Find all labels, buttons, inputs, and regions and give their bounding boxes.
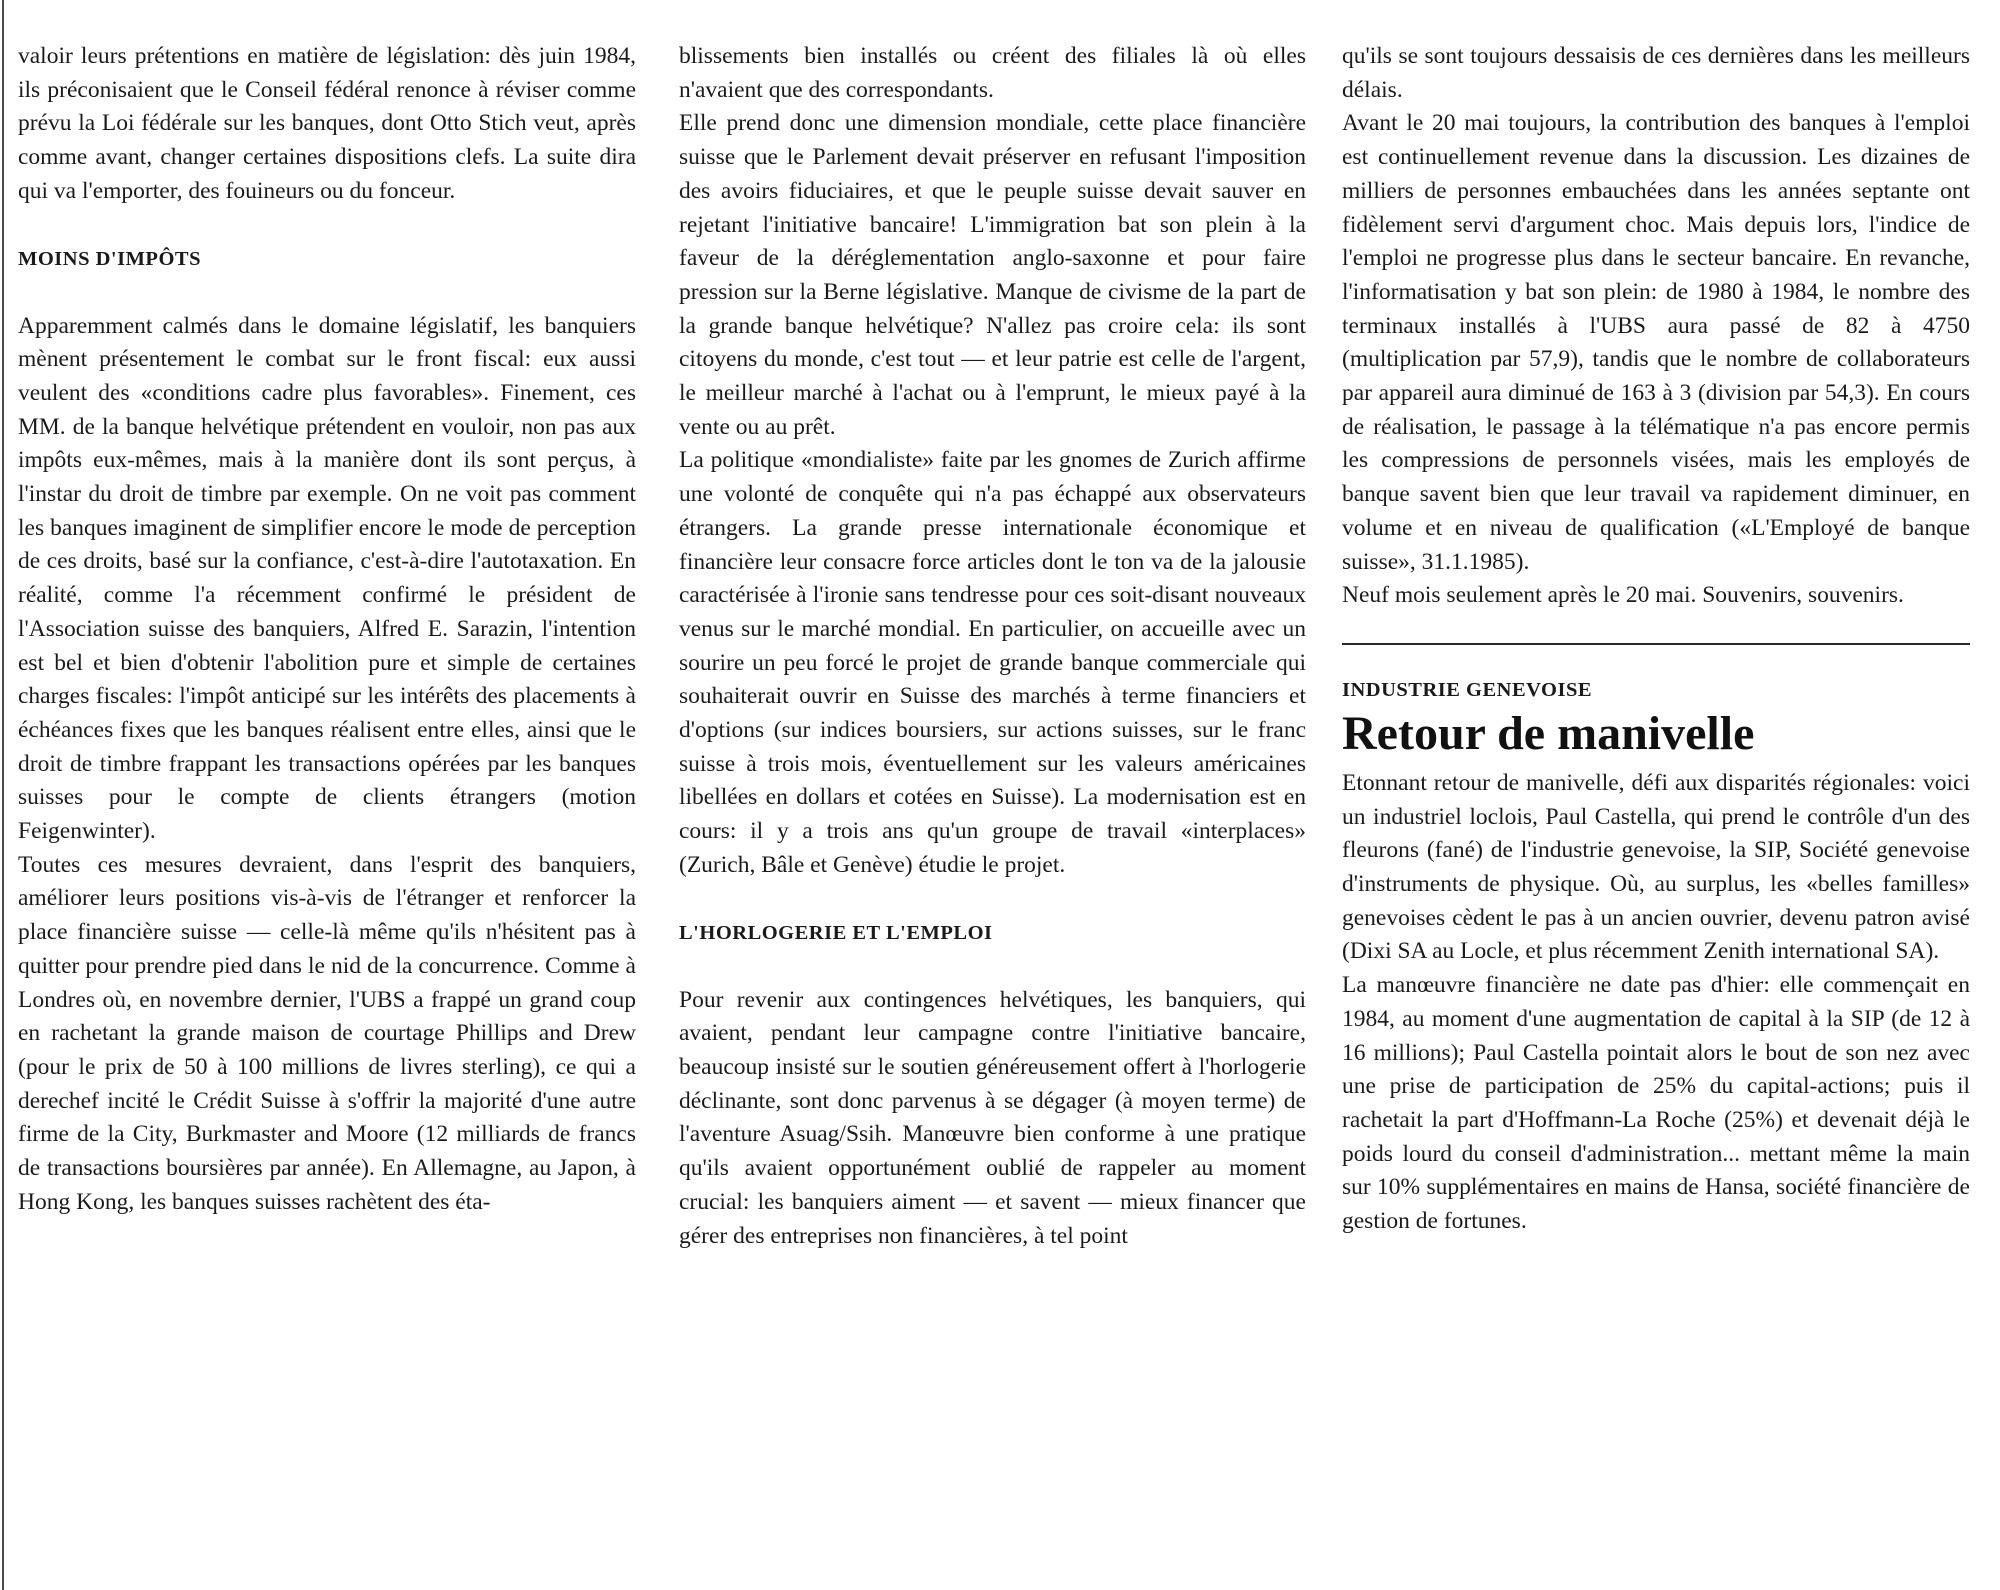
paragraph: valoir leurs prétentions en matière de législation: dès juin 1984, ils préconisaient que le Conseil fédéral renonce à réviser comme prévu la Loi fédérale sur les banques, dont Otto Stich veut, après comme avant, changer certaines dispositions clefs. La suite dira qui va l'emporter, des fouineurs ou du fonceur. — [18, 43, 636, 204]
paragraph: Toutes ces mesures devraient, dans l'esprit des banquiers, améliorer leurs positions vis-à-vis de l'étranger et renforcer la place financière suisse — celle-là même qu'ils n'hésitent pas à quitter pour prendre pied dans le nid de la concurrence. Comme à Londres où, en novembre dernier, l'UBS a frappé un grand coup en rachetant la grande maison de courtage Phillips and Drew (pour le prix de 50 à 100 millions de livres sterling), ce qui a derechef incité le Crédit Suisse à s'offrir la majorité d'une autre firme de la City, Burkmaster and Moore (12 milliards de francs de transactions boursières par année). En Allemagne, au Japon, à Hong Kong, les banques suisses rachètent des éta- — [18, 851, 636, 1215]
paragraph: Neuf mois seulement après le 20 mai. Souvenirs, souvenirs. — [1342, 582, 1904, 609]
section-heading-horlogerie-emploi: L'HORLOGERIE ET L'EMPLOI — [679, 921, 993, 944]
paragraph: qu'ils se sont toujours dessaisis de ces dernières dans les meilleurs délais. — [1342, 43, 1970, 103]
paragraph: Etonnant retour de manivelle, défi aux disparités régionales: voici un industriel loclois, Paul Castella, qui prend le contrôle d'un des fleurons (fané) de l'industrie genevoise, la SIP, Société genevoise d'instruments de physique. Où, au surplus, les «belles familles» genevoises cèdent le pas à un ancien ouvrier, devenu patron avisé (Dixi SA au Locle, et plus récemment Zenith international SA). — [1342, 769, 1970, 965]
paragraph: Apparemment calmés dans le domaine législatif, les banquiers mènent présentement le combat sur le front fiscal: eux aussi veulent des «conditions cadre plus favorables». Finement, ces MM. de la banque helvétique prétendent en vouloir, non pas aux impôts eux-mêmes, mais à la manière dont ils sont perçus, à l'instar du droit de timbre par exemple. On ne voit pas comment les banques imaginent de simplifier encore le mode de perception de ces droits, basé sur la confiance, c'est-à-dire l'autotaxation. En réalité, comme l'a récemment confirmé le président de l'Association suisse des banquiers, Alfred E. Sarazin, l'intention est bel et bien d'obtenir l'abolition pure et simple de certaines charges fiscales: l'impôt anticipé sur les intérêts des placements à échéances fixes que les banques réalisent entre elles, ainsi que le droit de timbre frappant les transactions opérées par les banques suisses pour le compte de clients étrangers (motion Feigenwinter). — [18, 312, 636, 845]
section-heading-moins-d-impots: MOINS D'IMPÔTS — [18, 247, 201, 270]
paragraph: Elle prend donc une dimension mondiale, cette place financière suisse que le Parlement devait préserver en refusant l'imposition des avoirs fiduciaires, et que le peuple suisse devait sauver en rejetant l'initiative bancaire! L'immigration bat son plein à la faveur de la déréglementation anglo-saxonne et pour faire pression sur la Berne législative. Manque de civisme de la part de la grande banque helvétique? N'allez pas croire cela: ils sont citoyens du monde, c'est tout — et leur patrie est celle de l'argent, le meilleur marché à l'achat ou à l'emprunt, le mieux payé à la vente ou au prêt. — [679, 110, 1306, 440]
paragraph: Pour revenir aux contingences helvétiques, les banquiers, qui avaient, pendant leur campagne contre l'initiative bancaire, beaucoup insisté sur le soutien généreusement offert à l'horlogerie déclinante, sont donc parvenus à se dégager (à moyen terme) de l'aventure Asuag/Ssih. Manœuvre bien conforme à une pratique qu'ils avaient opportunément oublié de rappeler au moment crucial: les banquiers aiment — et savent — mieux financer que gérer des entreprises non financières, à tel point — [679, 986, 1306, 1249]
column-1 — [18, 40, 636, 1220]
article-divider — [1342, 643, 1970, 645]
column-3 — [1342, 40, 1970, 1239]
column-2 — [679, 40, 1306, 1253]
paragraph: Avant le 20 mai toujours, la contribution des banques à l'emploi est continuellement revenue dans la discussion. Les dizaines de milliers de personnes embauchées dans les années septante ont fidèlement servi d'argument choc. Mais depuis lors, l'indice de l'emploi ne progresse plus dans le secteur bancaire. En revanche, l'informatisation y bat son plein: de 1980 à 1984, le nombre des terminaux installés à l'UBS aura passé de 82 à 4750 (multiplication par 57,9), tandis que le nombre de collaborateurs par appareil aura diminué de 163 à 3 (division par 54,3). En cours de réalisation, le passage à la télématique n'a pas encore permis les compressions de personnels visées, mais les employés de banque savent bien que leur travail va rapidement diminuer, en volume et en niveau de qualification («L'Employé de banque suisse», 31.1.1985). — [1342, 110, 1970, 575]
article-headline: Retour de manivelle — [1342, 706, 1755, 760]
page-left-rule — [2, 0, 4, 1590]
article-kicker: INDUSTRIE GENEVOISE — [1342, 678, 1593, 701]
paragraph: La manœuvre financière ne date pas d'hier: elle commençait en 1984, au moment d'une augmentation de capital à la SIP (de 12 à 16 millions); Paul Castella pointait alors le bout de son nez avec une prise de participation de 25% du capital-actions; puis il rachetait la part d'Hoffmann-La Roche (25%) et devenait déjà le poids lourd du conseil d'administration... mettant même la main sur 10% supplémentaires en mains de Hansa, société financière de gestion de fortunes. — [1342, 972, 1970, 1235]
paragraph: La politique «mondialiste» faite par les gnomes de Zurich affirme une volonté de conquête qui n'a pas échappé aux observateurs étrangers. La grande presse internationale économique et financière leur consacre force articles dont le ton va de la jalousie caractérisée à l'ironie sans tendresse pour ces soit-disant nouveaux venus sur le marché mondial. En particulier, on accueille avec un sourire un peu forcé le projet de grande banque commerciale qui souhaiterait ouvrir en Suisse des marchés à terme financiers et d'options (sur indices boursiers, sur actions suisses, sur le franc suisse à trois mois, éventuellement sur les valeurs américaines libellées en dollars et cotées en Suisse). La modernisation est en cours: il y a trois ans qu'un groupe de travail «interplaces» (Zurich, Bâle et Genève) étudie le projet. — [679, 447, 1306, 878]
paragraph: blissements bien installés ou créent des filiales là où elles n'avaient que des correspondants. — [679, 43, 1306, 103]
